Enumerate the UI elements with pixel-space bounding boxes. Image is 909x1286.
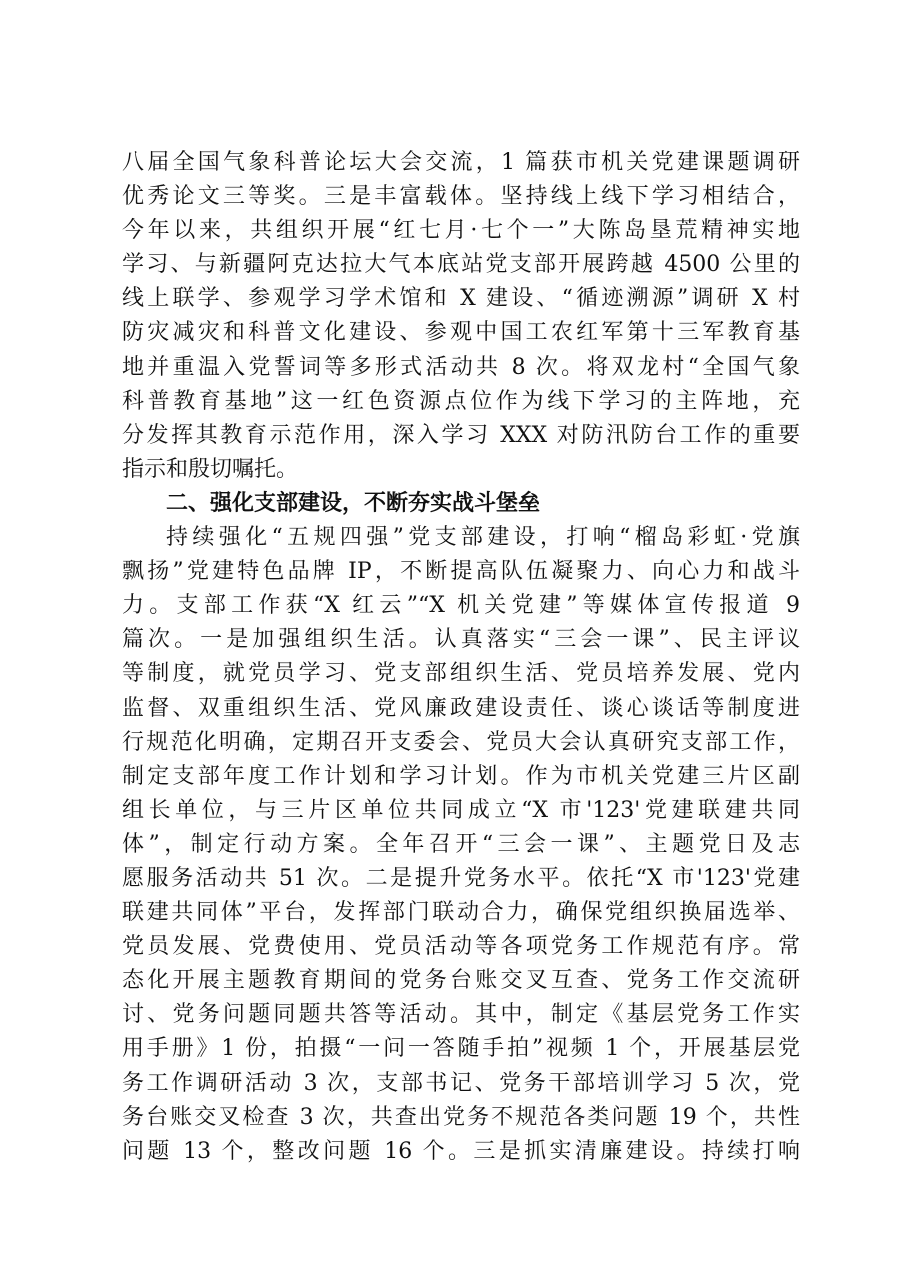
text-line: 线上联学、参观学习学术馆和 X 建设、“循迹溯源”调研 X 村 — [122, 286, 800, 312]
paragraph-2 — [122, 521, 800, 1169]
text-line: 愿服务活动共 51 次。二是提升党务水平。依托“X 市'123'党建 — [122, 865, 800, 891]
text-line: 问题 13 个，整改问题 16 个。三是抓实清廉建设。持续打响 — [122, 1138, 800, 1164]
section-heading: 二、强化支部建设，不断夯实战斗堡垒 — [166, 490, 541, 516]
text-line: 分发挥其教育示范作用，深入学习 XXX 对防汛防台工作的重要 — [122, 422, 800, 448]
text-line: 态化开展主题教育期间的党务台账交叉互查、党务工作交流研 — [122, 968, 800, 994]
text-line: 今年以来，共组织开展“红七月·七个一”大陈岛垦荒精神实地 — [122, 218, 800, 244]
text-line: 监督、双重组织生活、党风廉政建设责任、谈心谈话等制度进 — [122, 695, 800, 721]
text-line: 务工作调研活动 3 次，支部书记、党务干部培训学习 5 次，党 — [122, 1070, 800, 1096]
text-line: 篇次。一是加强组织生活。认真落实“三会一课”、民主评议 — [122, 627, 800, 653]
text-line: 学习、与新疆阿克达拉大气本底站党支部开展跨越 4500 公里的 — [122, 252, 800, 278]
text-line: 指示和殷切嘱托。 — [122, 456, 299, 482]
text-line: 地并重温入党誓词等多形式活动共 8 次。将双龙村“全国气象 — [122, 354, 800, 380]
text-line: 防灾减灾和科普文化建设、参观中国工农红军第十三军教育基 — [122, 320, 800, 346]
text-line: 党员发展、党费使用、党员活动等各项党务工作规范有序。常 — [122, 934, 800, 960]
text-line: 飘扬”党建特色品牌 IP，不断提高队伍凝聚力、向心力和战斗 — [122, 559, 800, 585]
text-line: 制定支部年度工作计划和学习计划。作为市机关党建三片区副 — [122, 763, 800, 789]
text-line: 等制度，就党员学习、党支部组织生活、党员培养发展、党内 — [122, 661, 800, 687]
text-line: 八届全国气象科普论坛大会交流，1 篇获市机关党建课题调研 — [122, 150, 800, 175]
document-body — [122, 146, 800, 1169]
text-line: 讨、党务问题同题共答等活动。其中，制定《基层党务工作实 — [122, 1002, 800, 1028]
text-line: 体”，制定行动方案。全年召开“三会一课”、主题党日及志 — [122, 831, 800, 857]
text-line: 行规范化明确，定期召开支委会、党员大会认真研究支部工作， — [122, 729, 800, 755]
text-line: 力。支部工作获“X 红云”“X 机关党建”等媒体宣传报道 9 — [122, 593, 800, 619]
text-line: 持续强化“五规四强”党支部建设，打响“榴岛彩虹·党旗 — [166, 525, 800, 551]
text-line: 用手册》1 份，拍摄“一问一答随手拍”视频 1 个，开展基层党 — [122, 1036, 800, 1062]
text-line: 优秀论文三等奖。三是丰富载体。坚持线上线下学习相结合， — [122, 184, 800, 210]
text-line: 组长单位，与三片区单位共同成立“X 市'123'党建联建共同 — [122, 797, 800, 823]
text-line: 科普教育基地”这一红色资源点位作为线下学习的主阵地，充 — [122, 388, 800, 414]
paragraph-1 — [122, 146, 800, 487]
text-line: 务台账交叉检查 3 次，共查出党务不规范各类问题 19 个，共性 — [122, 1104, 800, 1130]
text-line: 联建共同体”平台，发挥部门联动合力，确保党组织换届选举、 — [122, 900, 800, 926]
